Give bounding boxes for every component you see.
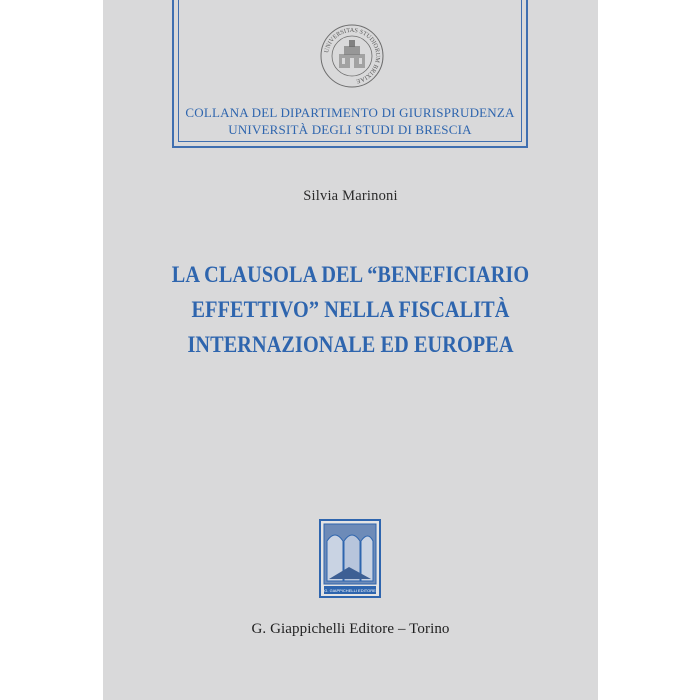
publisher-logo-text: G. GIAPPICHELLI EDITORE: [324, 588, 376, 593]
seal-text: UNIVERSITAS STUDIORUM BRIXIAE: [323, 26, 382, 85]
series-line-1: COLLANA DEL DIPARTIMENTO DI GIURISPRUDENZA: [185, 105, 515, 120]
series-frame: [172, 0, 528, 148]
university-seal-icon: [320, 24, 384, 88]
title-line-3: INTERNAZIONALE ED EUROPEA: [187, 332, 514, 357]
author-name: Silvia Marinoni: [303, 188, 398, 204]
publisher-name: G. Giappichelli Editore – Torino: [251, 621, 450, 637]
book-title: [133, 257, 569, 362]
title-line-2: EFFETTIVO” NELLA FISCALITÀ: [191, 297, 510, 322]
series-name: [174, 104, 526, 138]
title-line-1: LA CLAUSOLA DEL “BENEFICIARIO: [171, 262, 530, 287]
publisher-logo-icon: [319, 519, 381, 598]
book-cover: [103, 0, 598, 700]
series-line-2: UNIVERSITÀ DEGLI STUDI DI BRESCIA: [228, 122, 472, 137]
